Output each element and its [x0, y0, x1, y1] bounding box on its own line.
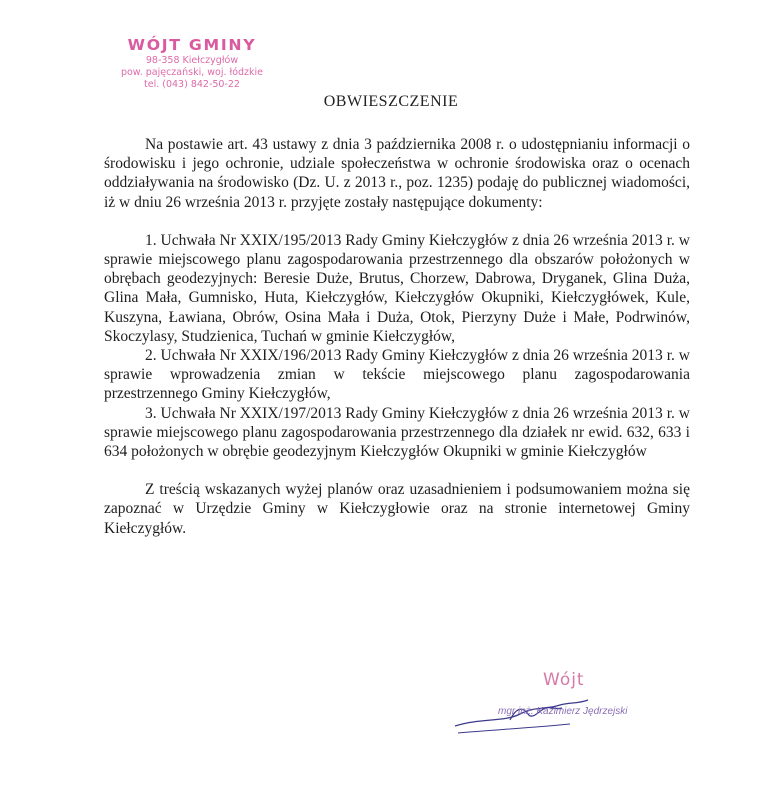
closing-paragraph: Z treścią wskazanych wyżej planów oraz uzasadnieniem i podsumowaniem można się zapoznać w Urzędzie Gminy w Kiełczygłowie oraz na stronie internetowej Gminy Kiełczygłów. [104, 481, 690, 537]
signature-title: Wójt [543, 670, 585, 690]
intro-paragraph: Na postawie art. 43 ustawy z dnia 3 października 2008 r. o udostępnianiu informacji o środowisku i jego ochronie, udziale społeczeństwa w ochronie środowiska oraz o ocenach oddziaływania na środowisko (Dz. U. z 2013 r., poz. 1235) podaję do publicznej wiadomości, iż w dniu 26 września 2013 r. przyjęte zostały następujące dokumenty: [104, 136, 690, 211]
stamp-title: WÓJT GMINY [127, 36, 257, 54]
stamp-region: pow. pajęczański, woj. łódzkie [120, 67, 264, 78]
stamp-phone: tel. (043) 842-50-22 [144, 79, 240, 90]
paragraph-spacer [104, 212, 690, 231]
stamp-address: 98-358 Kiełczygłów [145, 55, 239, 66]
resolution-item-3: 3. Uchwała Nr XXIX/197/2013 Rady Gminy Kiełczygłów z dnia 26 września 2013 r. w sprawie miejscowego planu zagospodarowania przestrzennego dla działek nr ewid. 632, 633 i 634 położonych w obrębie geodezyjnym Kiełczygłów Okupniki w gminie Kiełczygłów [104, 404, 690, 461]
document-body [104, 135, 690, 538]
resolution-item-1: 1. Uchwała Nr XXIX/195/2013 Rady Gminy Kiełczygłów z dnia 26 września 2013 r. w sprawie miejscowego planu zagospodarowania przestrzennego dla obszarów położonych w obrębach geodezyjnych: Beresie Duże, Brutus, Chorzew, Dabrowa, Dryganek, Glina Duża, Glina Mała, Gumnisko, Huta, Kiełczygłów, Kiełczygłów Okupniki, Kiełczygłówek, Kule, Kuszyna, Ławiana, Obrów, Osina Mała i Duża, Otok, Pierzyny Duże i Małe, Podrwinów, Skoczylasy, Studzienica, Tuchań w gminie Kiełczygłów, [104, 231, 690, 345]
paragraph-spacer [104, 461, 690, 480]
document-title: OBWIESZCZENIE [323, 93, 459, 110]
office-stamp [92, 36, 292, 91]
signature-block [450, 668, 680, 728]
resolution-item-2: 2. Uchwała Nr XXIX/196/2013 Rady Gminy Kiełczygłów z dnia 26 września 2013 r. w sprawie wprowadzenia zmian w tekście miejscowego planu zagospodarowania przestrzennego Gminy Kiełczygłów, [104, 347, 690, 403]
signature-name: mgr inż. Kazimierz Jędrzejski [498, 706, 628, 717]
